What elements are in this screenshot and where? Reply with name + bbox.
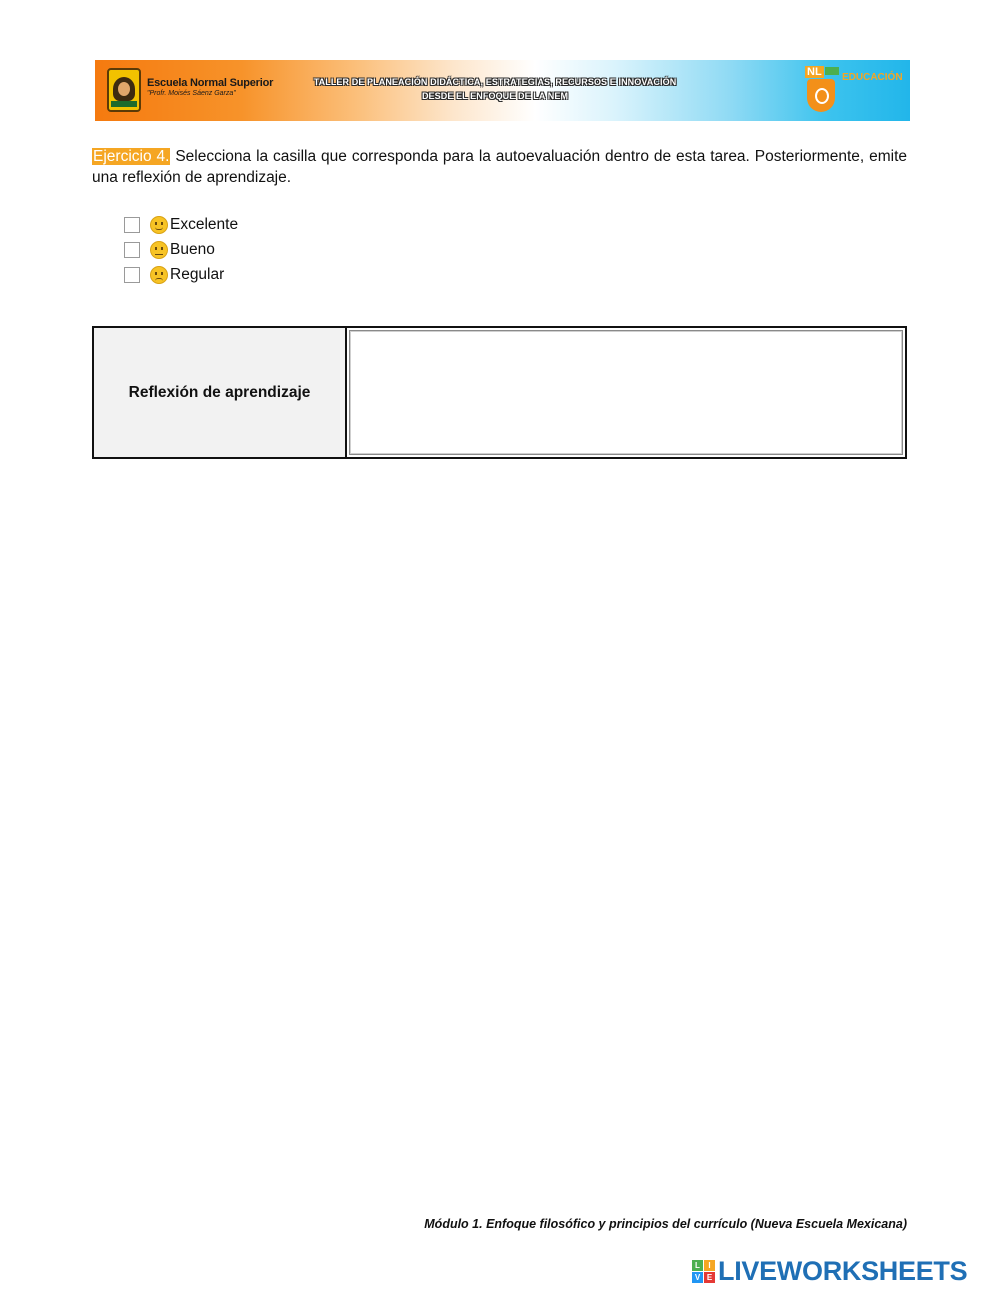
neutral-emoji-icon [150, 241, 168, 259]
reflection-cell [347, 328, 905, 457]
school-subtitle: "Profr. Moisés Sáenz Garza" [147, 89, 236, 97]
grid-letter: V [692, 1272, 703, 1283]
option-excelente [124, 212, 238, 237]
self-evaluation-options [124, 212, 238, 287]
option-label: Excelente [170, 215, 239, 233]
reflection-table [92, 326, 907, 459]
reflection-label: Reflexión de aprendizaje [94, 328, 347, 457]
checkbox-bueno[interactable] [124, 242, 140, 258]
reflection-input[interactable] [349, 330, 903, 455]
option-label: Regular [170, 265, 225, 283]
education-logo [842, 73, 903, 85]
liveworksheets-logo [692, 1256, 967, 1287]
school-seal-logo [107, 68, 141, 112]
grid-letter: I [704, 1260, 715, 1271]
workshop-title-line2: DESDE EL ENFOQUE DE LA NEM [421, 91, 569, 101]
option-label: Bueno [170, 240, 215, 258]
workshop-title-line1: TALLER DE PLANEACIÓN DIDÁCTICA, ESTRATEGIAS, RECURSOS E INNOVACIÓN [313, 77, 677, 87]
grid-letter: L [692, 1260, 703, 1271]
grid-letter: E [704, 1272, 715, 1283]
smile-emoji-icon [150, 216, 168, 234]
nuevo-leon-logo [805, 66, 839, 114]
education-label: EDUCACIÓN [842, 72, 903, 83]
exercise-label: Ejercicio 4. [93, 148, 170, 165]
exercise-text: Selecciona la casilla que corresponda para la autoevaluación dentro de esta tarea. Posteriormente, emite una reflexión de aprendizaje. [92, 148, 908, 186]
state-logo-text: NL [807, 66, 822, 78]
liveworksheets-grid-icon [692, 1260, 715, 1283]
workshop-title [295, 75, 695, 103]
liveworksheets-wordmark: LIVEWORKSHEETS [718, 1256, 968, 1286]
sad-emoji-icon [150, 266, 168, 284]
checkbox-excelente[interactable] [124, 217, 140, 233]
option-bueno [124, 237, 238, 262]
school-name: Escuela Normal Superior [147, 77, 274, 89]
module-footer: Módulo 1. Enfoque filosófico y principios del currículo (Nueva Escuela Mexicana) [424, 1217, 907, 1231]
exercise-instructions [92, 146, 907, 188]
option-regular [124, 262, 238, 287]
header-banner [95, 60, 910, 121]
school-block [147, 78, 273, 97]
checkbox-regular[interactable] [124, 267, 140, 283]
